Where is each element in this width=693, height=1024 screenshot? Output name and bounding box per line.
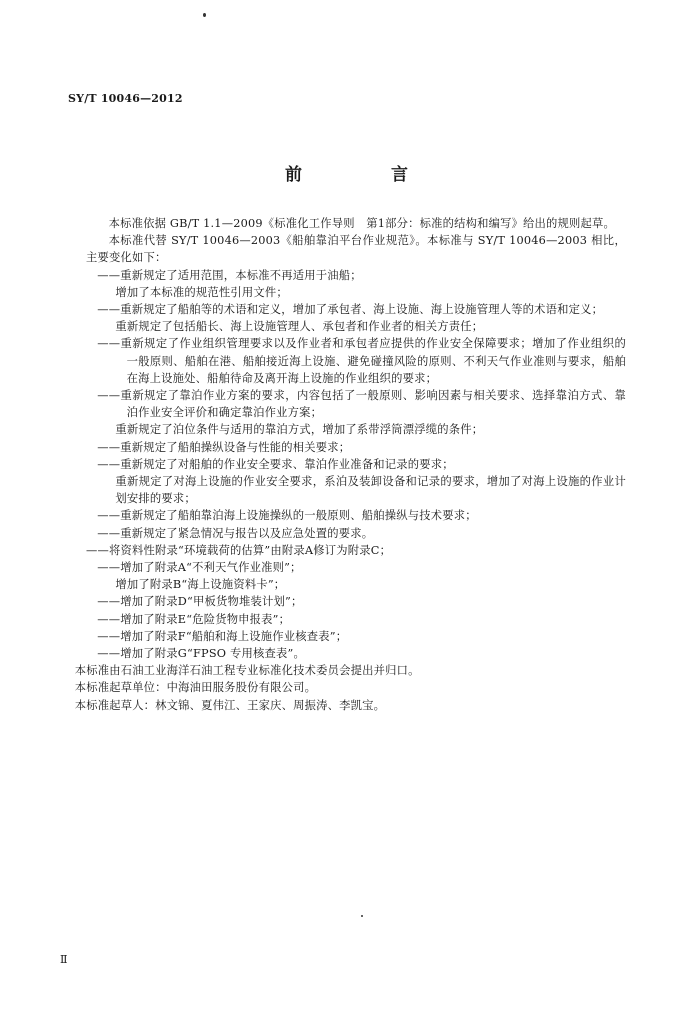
page-title: 前 言	[285, 165, 444, 185]
change-item: 重新规定了包括船长、海上设施管理人、承包者和作业者的相关方责任；	[115, 320, 484, 334]
change-item: ——重新规定了靠泊作业方案的要求，内容包括了一般原则、影响因素与相关要求、选择靠泊方式、靠泊作业安全评价和确定靠泊作业方案；	[97, 389, 626, 420]
change-item: ——重新规定了紧急情况与报告以及应急处置的要求。	[97, 526, 374, 540]
change-item: 增加了附录B“海上设施资料卡”；	[115, 578, 286, 592]
closing-drafting-unit: 本标准起草单位：中海油田服务股份有限公司。	[74, 681, 317, 695]
closing-drafters: 本标准起草人：林文锦、夏伟江、王家庆、周振涛、李凯宝。	[74, 698, 386, 712]
change-item: ——增加了附录E“危险货物申报表”；	[97, 612, 291, 626]
standard-code: SY/T 10046—2012	[68, 92, 183, 105]
closing-committee: 本标准由石油工业海洋石油工程专业标准化技术委员会提出并归口。	[74, 664, 420, 678]
preface-body	[74, 215, 626, 714]
change-item: ——重新规定了船舶等的术语和定义，增加了承包者、海上设施、海上设施管理人等的术语和定义；	[97, 303, 604, 317]
change-item: ——将资料性附录“环境载荷的估算”由附录A修订为附录C；	[86, 543, 392, 557]
change-item: 重新规定了对海上设施的作业安全要求，系泊及装卸设备和记录的要求，增加了对海上设施的作业计划安排的要求；	[115, 475, 626, 506]
change-item: ——增加了附录D“甲板货物堆装计划”；	[97, 595, 303, 609]
change-item: ——重新规定了船舶靠泊海上设施操纵的一般原则、船舶操纵与技术要求；	[97, 509, 477, 523]
change-item: ——重新规定了作业组织管理要求以及作业者和承包者应提供的作业安全保障要求；增加了作业组织的一般原则、船舶在港、船舶接近海上设施、避免碰撞风险的原则、不利天气作业准则与要求，船舶在海上设施处、船舶待命及离开海上设施的作业组织的要求；	[97, 337, 626, 385]
change-item: ——增加了附录A“不利天气作业准则”；	[97, 561, 302, 575]
scan-speck	[361, 915, 363, 917]
change-item: ——增加了附录G“FPSO 专用核查表”。	[97, 647, 305, 661]
page-number: Ⅱ	[60, 953, 68, 966]
change-item: ——增加了附录F“船舶和海上设施作业核查表”；	[97, 629, 348, 643]
change-item: 重新规定了泊位条件与适用的靠泊方式，增加了系带浮筒漂浮缆的条件；	[115, 423, 484, 437]
change-item: ——重新规定了适用范围，本标准不再适用于油船；	[97, 268, 362, 282]
paragraph-replaces: 本标准代替 SY/T 10046—2003《船舶靠泊平台作业规范》。本标准与 SY/T 10046—2003 相比，主要变化如下：	[86, 234, 626, 265]
scan-speck	[203, 13, 206, 17]
changes-list	[86, 267, 626, 663]
change-item: ——重新规定了船舶操纵设备与性能的相关要求；	[97, 440, 351, 454]
change-item: 增加了本标准的规范性引用文件；	[115, 285, 288, 299]
change-item: ——重新规定了对船舶的作业安全要求、靠泊作业准备和记录的要求；	[97, 457, 454, 471]
paragraph-basis: 本标准依据 GB/T 1.1—2009《标准化工作导则 第1部分：标准的结构和编写》给出的规则起草。	[108, 217, 616, 230]
